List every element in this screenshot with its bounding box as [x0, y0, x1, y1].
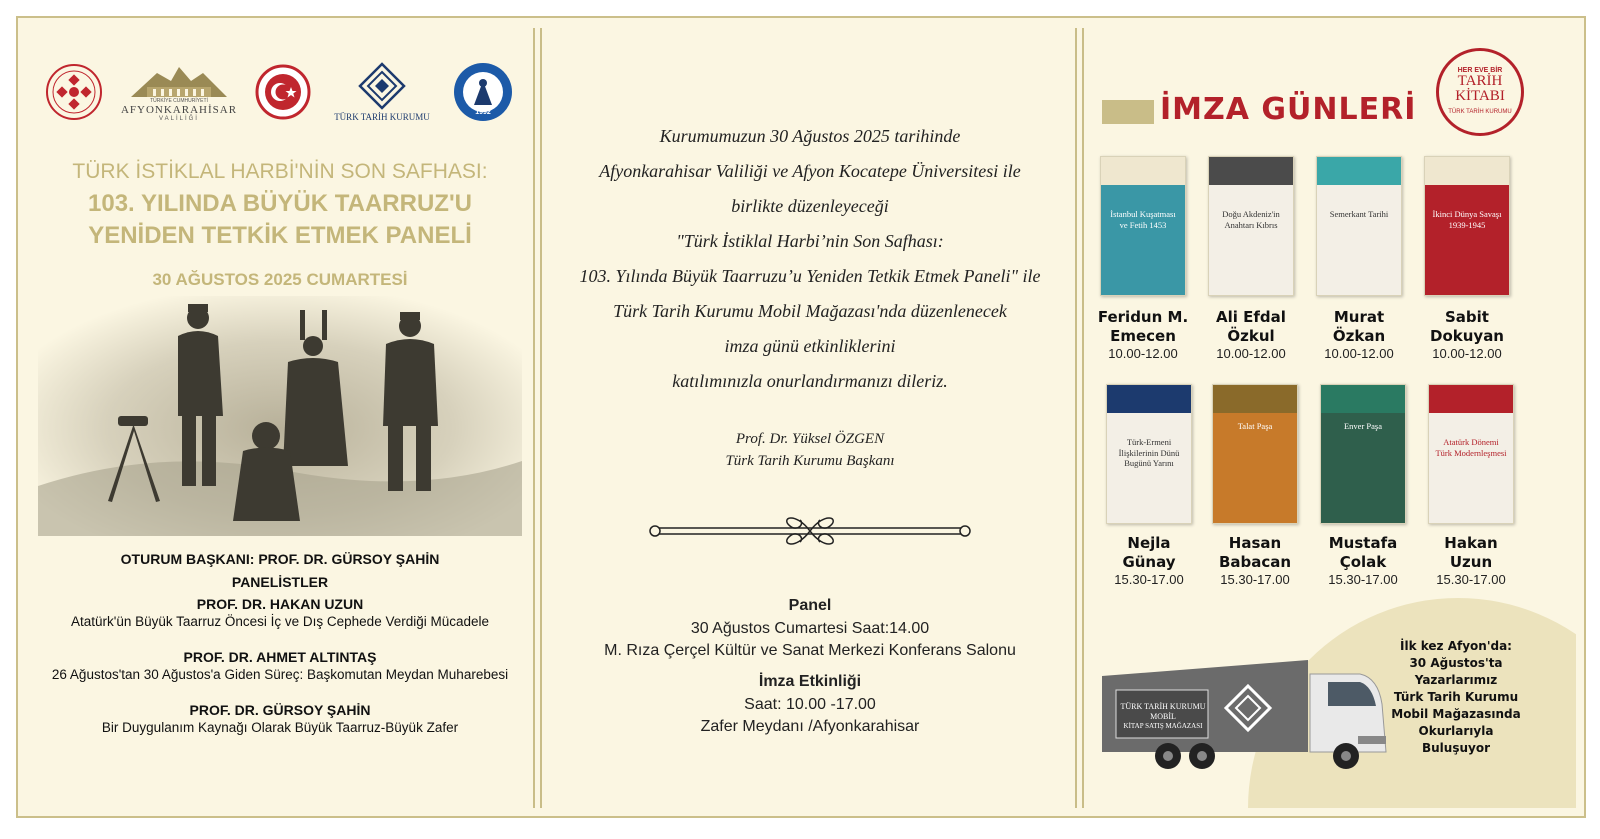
author-5: Nejla Günay — [1122, 534, 1176, 571]
promo-line-6: Okurlarıyla — [1418, 724, 1494, 738]
author-8: Hakan Uzun — [1444, 534, 1498, 571]
panel-heading: Panel — [788, 597, 832, 614]
invitation-line-6: Türk Tarih Kurumu Mobil Mağazası'nda düzenlenecek — [613, 301, 1007, 321]
promo-line-7: Buluşuyor — [1421, 741, 1490, 755]
book-cover-7 — [1320, 384, 1406, 524]
panelists-label: PANELİSTLER — [231, 574, 329, 590]
truck-label-1: TÜRK TARİH KURUMU — [1120, 702, 1206, 711]
promo-line-1: İlk kez Afyon'da: — [1400, 639, 1512, 653]
time-6: 15.30-17.00 — [1220, 572, 1290, 587]
promo-line-3: Yazarlarımız — [1414, 673, 1498, 687]
logo-row — [44, 52, 514, 132]
promo-line-2: 30 Ağustos'ta — [1409, 656, 1503, 670]
book-title-8: Atatürk Dönemi Türk Modernleşmesi — [1435, 437, 1507, 458]
panelist-2-topic: 26 Ağustos'tan 30 Ağustos'a Giden Süreç: Başkomutan Meydan Muharebesi — [51, 667, 509, 682]
signing-time: Saat: 10.00 -17.00 — [744, 696, 876, 713]
book-cover-4 — [1424, 156, 1510, 296]
panel-title-line2: 103. YILINDA BÜYÜK TAARRUZ'U — [88, 190, 472, 217]
valilik-logo — [120, 63, 238, 122]
univ-year: 1992 — [475, 108, 491, 116]
invitation-line-1: Kurumumuzun 30 Ağustos 2025 tarihinde — [659, 126, 961, 146]
signing-place: Zafer Meydanı /Afyonkarahisar — [700, 718, 920, 735]
panelist-1-name: PROF. DR. HAKAN UZUN — [196, 596, 364, 612]
panel-title-line1: TÜRK İSTİKLAL HARBİ'NİN SON SAFHASI: — [72, 160, 488, 183]
book-cover-8 — [1428, 384, 1514, 524]
book-title-2: Doğu Akdeniz'in Anahtarı Kıbrıs — [1222, 209, 1280, 230]
signing-heading: İmza Etkinliği — [758, 673, 862, 690]
book-title-5: Türk-Ermeni İlişkilerinin Dünü Bugünü Yarını — [1118, 437, 1180, 469]
panel-date: 30 AĞUSTOS 2025 CUMARTESİ — [152, 270, 408, 289]
panel-place: M. Rıza Çerçel Kültür ve Sanat Merkezi Konferans Salonu — [604, 642, 1016, 659]
middle-panel — [546, 28, 1074, 808]
book-cover-3 — [1316, 156, 1402, 296]
panelist-2-name: PROF. DR. AHMET ALTINTAŞ — [183, 649, 377, 665]
divider-left — [533, 28, 542, 808]
akü-university-logo — [452, 61, 514, 123]
valilik-name: AFYONKARAHİSAR — [120, 103, 238, 116]
author-4: Sabit Dokuyan — [1430, 308, 1504, 345]
panel-time-info: 30 Ağustos Cumartesi Saat:14.00 — [690, 620, 930, 637]
time-7: 15.30-17.00 — [1328, 572, 1398, 587]
book-title-6: Talat Paşa — [1237, 421, 1273, 431]
promo-text — [1388, 638, 1524, 757]
panelist-1-topic: Atatürk'ün Büyük Taarruz Öncesi İç ve Dış Cephede Verdiği Mücadele — [70, 614, 490, 629]
ttk-logo — [332, 62, 432, 122]
book-title-7: Enver Paşa — [1343, 421, 1382, 431]
author-6: Hasan Babacan — [1218, 534, 1292, 571]
stamp-mid1: TARİH — [1457, 73, 1503, 89]
ttk-name: TÜRK TARİH KURUMU — [334, 112, 430, 122]
right-panel — [1088, 28, 1576, 808]
panel-title-line3: YENİDEN TETKİK ETMEK PANELİ — [88, 222, 472, 249]
university-seal-logo — [254, 63, 312, 121]
imza-gunleri-heading: İMZA GÜNLERİ — [1160, 92, 1417, 127]
author-3: Murat Özkan — [1332, 308, 1386, 345]
invitation-line-7: imza günü etkinliklerini — [724, 336, 896, 356]
promo-line-5: Mobil Mağazasında — [1391, 707, 1521, 721]
book-title-1: İstanbul Kuşatması ve Fetih 1453 — [1110, 209, 1176, 230]
signer-name: Prof. Dr. Yüksel ÖZGEN — [735, 431, 885, 447]
stamp-bottom: TÜRK TARİH KURUMU — [1448, 109, 1512, 115]
truck-label-3: KİTAP SATIŞ MAĞAZASI — [1123, 722, 1203, 730]
time-5: 15.30-17.00 — [1114, 572, 1184, 587]
invitation-frame — [16, 16, 1586, 818]
divider-right — [1075, 28, 1084, 808]
author-7: Mustafa Çolak — [1328, 534, 1398, 571]
stamp-mid2: KİTABI — [1455, 88, 1505, 104]
ministry-logo — [44, 62, 104, 122]
time-8: 15.30-17.00 — [1436, 572, 1506, 587]
invitation-line-8: katılımınızla onurlandırmanızı dileriz. — [672, 371, 948, 391]
invitation-line-2: Afyonkarahisar Valiliği ve Afyon Kocatepe Üniversitesi ile — [599, 161, 1021, 181]
book-title-3: Semerkant Tarihi — [1329, 209, 1389, 219]
left-panel — [30, 28, 532, 808]
invitation-line-5: 103. Yılında Büyük Taarruzu’u Yeniden Tetkik Etmek Paneli" ile — [579, 266, 1041, 286]
ornament-divider — [645, 506, 975, 556]
time-2: 10.00-12.00 — [1216, 346, 1286, 361]
valilik-sub: VALİLİĞİ — [159, 115, 199, 122]
heading-bar — [1102, 100, 1154, 124]
book-title-4: İkinci Dünya Savaşı 1939-1945 — [1432, 209, 1502, 230]
session-chair: OTURUM BAŞKANI: PROF. DR. GÜRSOY ŞAHİN — [120, 551, 440, 567]
author-1: Feridun M. Emecen — [1097, 308, 1189, 345]
promo-line-4: Türk Tarih Kurumu — [1393, 690, 1519, 704]
signer-title: Türk Tarih Kurumu Başkanı — [725, 453, 895, 469]
book-cover-5 — [1106, 384, 1192, 524]
book-cover-6 — [1212, 384, 1298, 524]
panelist-3-name: PROF. DR. GÜRSOY ŞAHİN — [189, 702, 371, 718]
time-1: 10.00-12.00 — [1108, 346, 1178, 361]
truck-label-2: MOBİL — [1150, 712, 1176, 721]
invitation-line-3: birlikte düzenleyeceği — [731, 196, 889, 216]
valilik-top-text: TÜRKİYE CUMHURİYETİ — [150, 97, 208, 104]
time-3: 10.00-12.00 — [1324, 346, 1394, 361]
book-cover-1 — [1100, 156, 1186, 296]
book-cover-2 — [1208, 156, 1294, 296]
panelist-3-topic: Bir Duygulanım Kaynağı Olarak Büyük Taarruz-Büyük Zafer — [101, 720, 459, 735]
time-4: 10.00-12.00 — [1432, 346, 1502, 361]
invitation-line-4: "Türk İstiklal Harbi’nin Son Safhası: — [676, 231, 944, 251]
historic-photo-soldiers — [38, 296, 522, 536]
stamp-top: HER EVE BİR — [1457, 67, 1503, 74]
tarih-kitabi-stamp — [1436, 48, 1524, 136]
author-2: Ali Efdal Özkul — [1216, 308, 1286, 345]
